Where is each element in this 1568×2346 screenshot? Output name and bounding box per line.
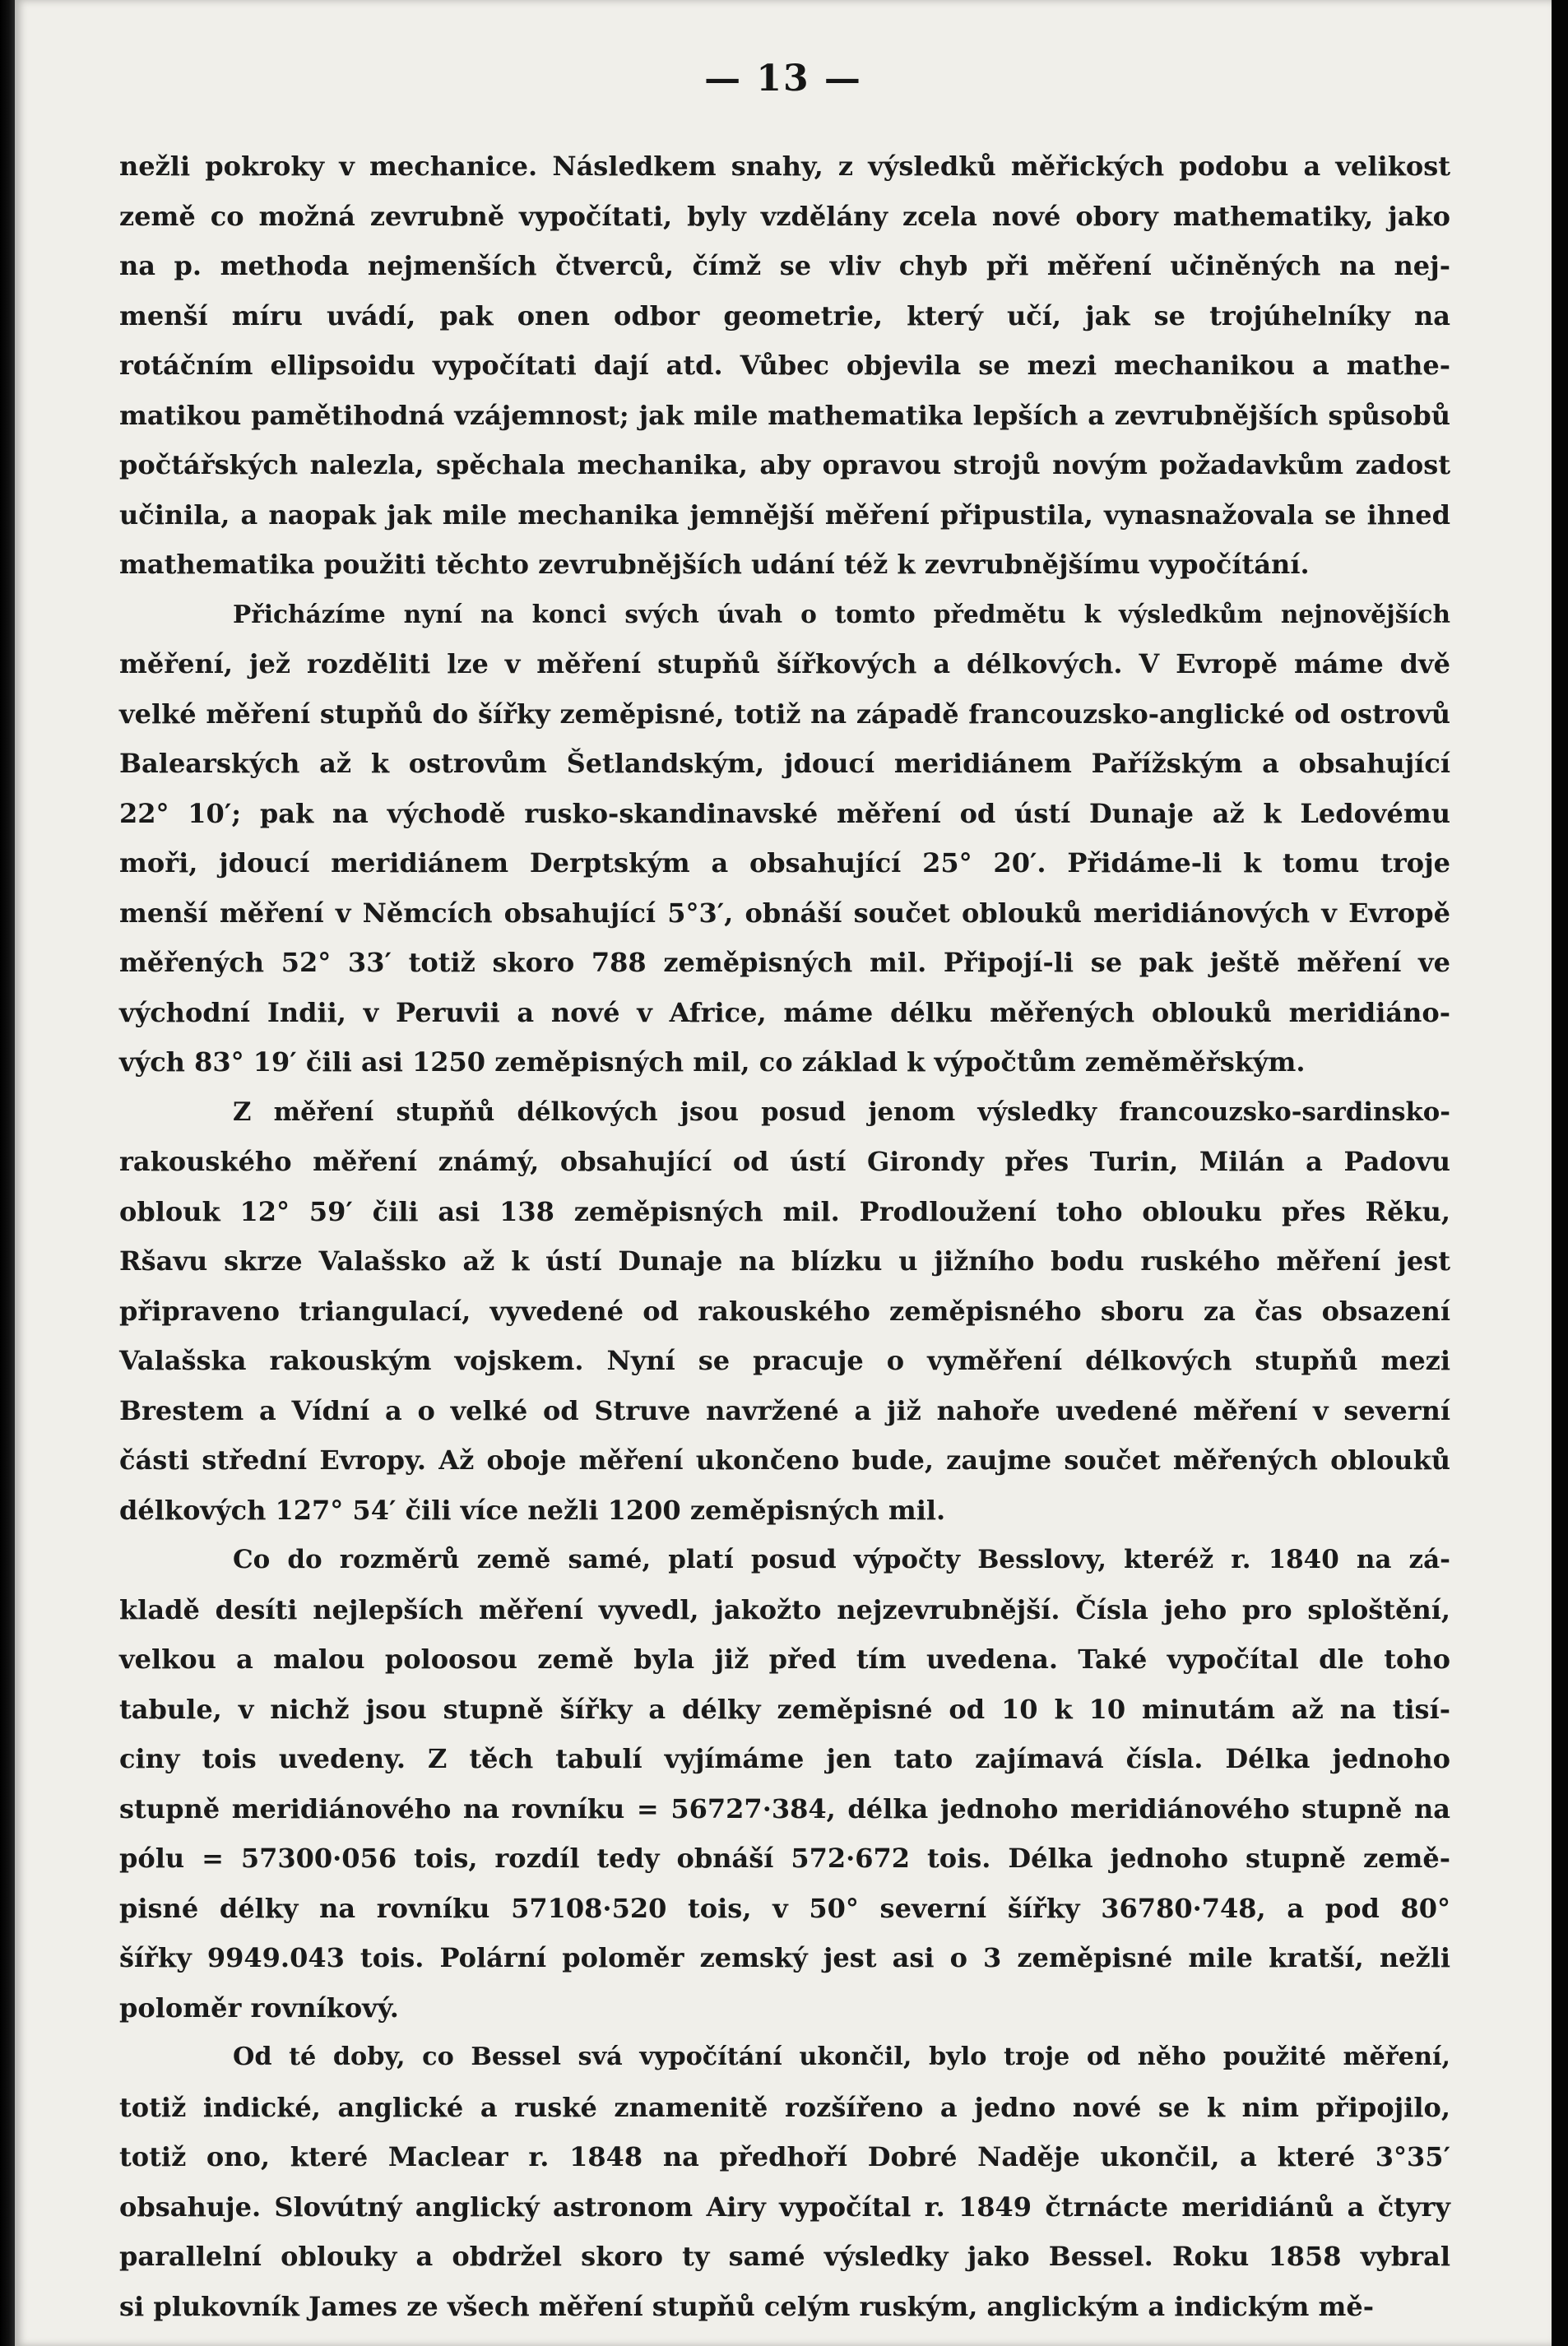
text-line: menší měření v Němcích obsahující 5°3′, obnáší součet oblouků meridiánových v Evropě bbox=[119, 897, 1450, 929]
paragraph bbox=[119, 2033, 1450, 2331]
text-line: totiž indické, anglické a ruské znamenitě rozšířeno a jedno nové se k nim připojilo, bbox=[119, 2091, 1450, 2123]
text-line: totiž ono, které Maclear r. 1848 na předhoří Dobré Naděje ukončil, a které 3°35′ bbox=[119, 2141, 1450, 2172]
text-line: mathematika použiti těchto zevrubnějších udání též k zevrubnějšímu vypočítání. bbox=[119, 549, 1310, 580]
text-line: tabule, v nichž jsou stupně šířky a délky zeměpisné od 10 k 10 minutám až na tisí- bbox=[119, 1693, 1450, 1725]
text-line: měřených 52° 33′ totiž skoro 788 zeměpisných mil. Připojí-li se pak ještě měření ve bbox=[119, 947, 1450, 978]
text-line: obsahuje. Slovútný anglický astronom Airy vypočítal r. 1849 čtrnácte meridiánů a čtyry bbox=[119, 2191, 1450, 2223]
text-line: pisné délky na rovníku 57108·520 tois, v 50° severní šířky 36780·748, a pod 80° bbox=[119, 1892, 1450, 1924]
text-line: Co do rozměrů země samé, platí posud výpočty Besslovy, kteréž r. 1840 na zá- bbox=[233, 1545, 1450, 1574]
page-number: — 13 — bbox=[704, 58, 862, 100]
text-line: pólu = 57300·056 tois, rozdíl tedy obnáší 572·672 tois. Délka jednoho stupně země- bbox=[119, 1843, 1450, 1874]
text-line: velkou a malou poloosou země byla již před tím uvedena. Také vypočítal dle toho bbox=[119, 1644, 1450, 1675]
paragraph bbox=[119, 1535, 1450, 2033]
paragraph bbox=[119, 141, 1450, 590]
text-line: rotáčním ellipsoidu vypočítati dají atd. Vůbec objevila se mezi mechanikou a mathe- bbox=[119, 350, 1450, 381]
text-line: matikou pamětihodná vzájemnost; jak mile mathematika lepších a zevrubnějších spůsobů bbox=[119, 399, 1450, 431]
text-line: na p. methoda nejmenších čtverců, čímž se vliv chyb při měření učiněných na nej- bbox=[119, 250, 1450, 281]
text-line: Valašska rakouským vojskem. Nyní se pracuje o vyměření délkových stupňů mezi bbox=[119, 1345, 1450, 1376]
text-line: velké měření stupňů do šířky zeměpisné, totiž na západě francouzsko-anglické od ostrovů bbox=[119, 698, 1450, 730]
text-line: Balearských až k ostrovům Šetlandským, jdoucí meridiánem Pařížským a obsahující bbox=[119, 748, 1450, 779]
scan-left-edge bbox=[0, 0, 15, 2346]
text-line: moři, jdoucí meridiánem Derptským a obsahující 25° 20′. Přidáme-li k tomu troje bbox=[119, 847, 1450, 879]
text-line: připraveno triangulací, vyvedené od rakouského zeměpisného sboru za čas obsazení bbox=[119, 1295, 1450, 1327]
text-line: východní Indii, v Peruvii a nové v Africe, máme délku měřených oblouků meridiáno- bbox=[119, 996, 1450, 1028]
text-line: počtářských nalezla, spěchala mechanika, aby opravou strojů novým požadavkům zadost bbox=[119, 449, 1450, 480]
text-line: Ršavu skrze Valašsko až k ústí Dunaje na blízku u jižního bodu ruského měření jest bbox=[119, 1245, 1450, 1277]
text-line: šířky 9949.043 tois. Polární poloměr zemský jest asi o 3 zeměpisné mile kratší, nežli bbox=[119, 1942, 1450, 1973]
text-line: Od té doby, co Bessel svá vypočítání ukončil, bylo troje od něho použité měření, bbox=[233, 2042, 1450, 2071]
paragraph bbox=[119, 1087, 1450, 1536]
text-line: země co možná zevrubně vypočítati, byly vzdělány zcela nové obory mathematiky, jako bbox=[119, 200, 1450, 232]
page-body bbox=[119, 141, 1450, 2331]
text-line: nežli pokroky v mechanice. Následkem snahy, z výsledků měřických podobu a velikost bbox=[119, 151, 1450, 182]
text-line: vých 83° 19′ čili asi 1250 zeměpisných mil, co základ k výpočtům zeměměřským. bbox=[119, 1046, 1306, 1078]
text-line: ciny tois uvedeny. Z těch tabulí vyjímáme jen tato zajímavá čísla. Délka jednoho bbox=[119, 1743, 1450, 1774]
text-line: oblouk 12° 59′ čili asi 138 zeměpisných mil. Prodloužení toho oblouku přes Rěku, bbox=[119, 1195, 1450, 1227]
text-line: učinila, a naopak jak mile mechanika jemnější měření připustila, vynasnažovala se ihned bbox=[119, 498, 1450, 531]
book-page bbox=[15, 0, 1552, 2346]
text-line: menší míru uvádí, pak onen odbor geometrie, který učí, jak se trojúhelníky na bbox=[119, 299, 1450, 332]
text-line: poloměr rovníkový. bbox=[119, 1991, 399, 2024]
text-line: si plukovník James ze všech měření stupňů celým ruským, anglickým a indickým mě- bbox=[119, 2290, 1374, 2322]
text-line: 22° 10′; pak na východě rusko-skandinavské měření od ústí Dunaje až k Ledovému bbox=[119, 797, 1450, 829]
text-line: kladě desíti nejlepších měření vyvedl, jakožto nejzevrubnější. Čísla jeho pro sploštění, bbox=[119, 1593, 1450, 1625]
text-line: měření, jež rozděliti lze v měření stupňů šířkových a délkových. V Evropě máme dvě bbox=[119, 648, 1450, 679]
text-line: Z měření stupňů délkových jsou posud jenom výsledky francouzsko-sardinsko- bbox=[233, 1096, 1450, 1127]
text-line: Přicházíme nyní na konci svých úvah o tomto předmětu k výsledkům nejnovějších bbox=[233, 599, 1450, 628]
text-line: stupně meridiánového na rovníku = 56727·384, délka jednoho meridiánového stupně na bbox=[119, 1792, 1450, 1824]
text-line: délkových 127° 54′ čili více nežli 1200 zeměpisných mil. bbox=[119, 1494, 946, 1526]
text-line: části střední Evropy. Až oboje měření ukončeno bude, zaujme součet měřených oblouků bbox=[119, 1444, 1450, 1476]
paragraph bbox=[119, 590, 1450, 1087]
text-line: rakouského měření známý, obsahující od ústí Girondy přes Turin, Milán a Padovu bbox=[119, 1146, 1450, 1177]
text-line: Brestem a Vídní a o velké od Struve navržené a již nahoře uvedené měření v severní bbox=[119, 1394, 1450, 1426]
text-line: parallelní oblouky a obdržel skoro ty samé výsledky jako Bessel. Roku 1858 vybral bbox=[119, 2241, 1450, 2272]
